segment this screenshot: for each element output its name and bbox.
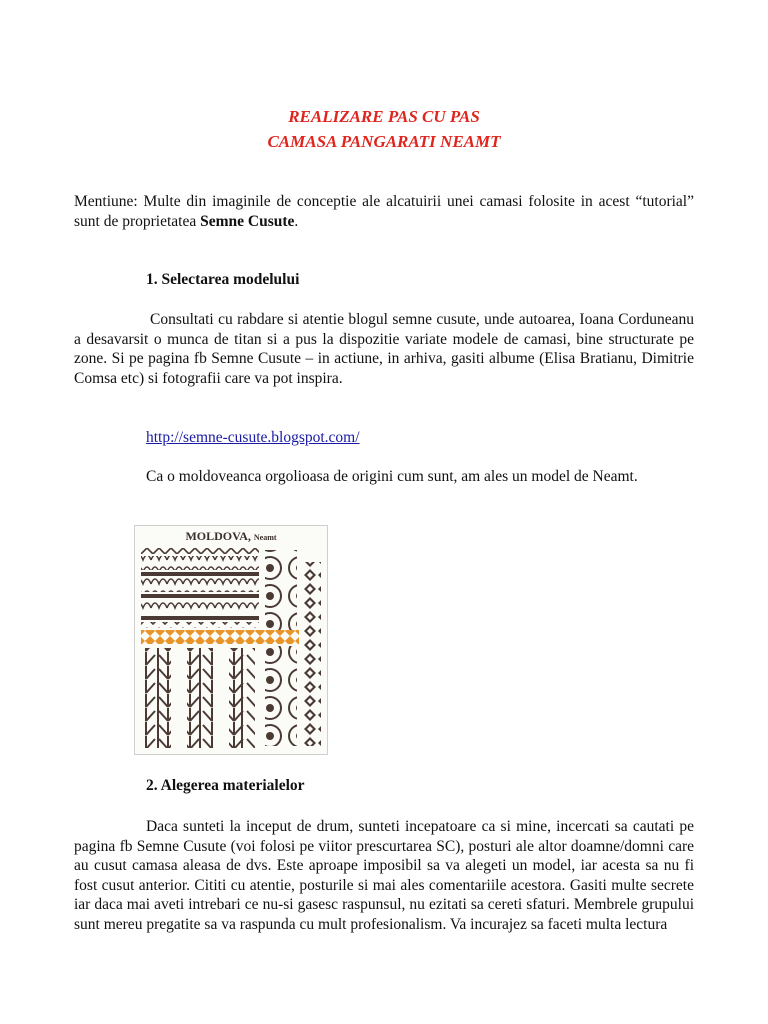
section-2-heading: [146, 776, 305, 796]
section-1-heading: [146, 270, 299, 290]
section-2-title: Alegerea materialelor: [160, 777, 305, 794]
section-1-number: 1.: [146, 271, 158, 288]
section-1-paragraph-2: Ca o moldoveanca orgolioasa de origini cum sunt, am ales un model de Neamt.: [146, 468, 638, 485]
pattern-title-suffix: Neamt: [253, 533, 277, 542]
embroidery-pattern-image: [134, 525, 328, 755]
pattern-title-main: MOLDOVA,: [185, 529, 251, 543]
section-2-paragraph: Daca sunteti la inceput de drum, sunteti incepatoare ca si mine, incercati sa cautati pe pagina fb Semne Cusute (voi folosi pe viitor prescurtarea SC), posturi ale altor doamne/domni care au cusut camasa aleasa de dvs. Este aproape imposibil sa va alegeti un model, iar acesta sa nu fi fost cusut anterior. Cititi cu atentie, posturile si mai ales comentariile acestora. Gasiti multe secrete iar daca mai aveti intrebari ce nu-si gasesc raspunsul, nu ezitati sa cereti sfaturi. Membrele grupului sunt mereu pregatite sa va raspunda cu mult profesionalism. Va incurajez sa faceti multa lectura: [74, 818, 694, 933]
pattern-title: [135, 529, 327, 544]
mention-paragraph: [74, 192, 694, 231]
document-title-line-1: REALIZARE PAS CU PAS: [288, 107, 480, 126]
mention-bold-source: Semne Cusute: [200, 212, 295, 230]
section-1-paragraph: Consultati cu rabdare si atentie blogul semne cusute, unde autoarea, Ioana Corduneanu a desavarsit o munca de titan si a pus la dispozitie variate modele de camasi, bine structurate pe zone. Si pe pagina fb Semne Cusute – in actiune, in arhiva, gasiti albume (Elisa Bratianu, Dimitrie Comsa etc) si fotografii care va pot inspira.: [74, 311, 694, 387]
section-2-number: 2.: [146, 777, 158, 794]
mention-end: .: [294, 212, 299, 230]
document-title-line-2: CAMASA PANGARATI NEAMT: [267, 132, 501, 151]
section-1-title: Selectarea modelului: [161, 271, 300, 288]
pattern-illustration: [135, 526, 327, 754]
blog-link[interactable]: http://semne-cusute.blogspot.com/: [146, 429, 360, 446]
mention-text: Mentiune: Multe din imaginile de conceptie ale alcatuirii unei camasi folosite in acest “tutorial” sunt de proprietatea: [74, 193, 694, 230]
